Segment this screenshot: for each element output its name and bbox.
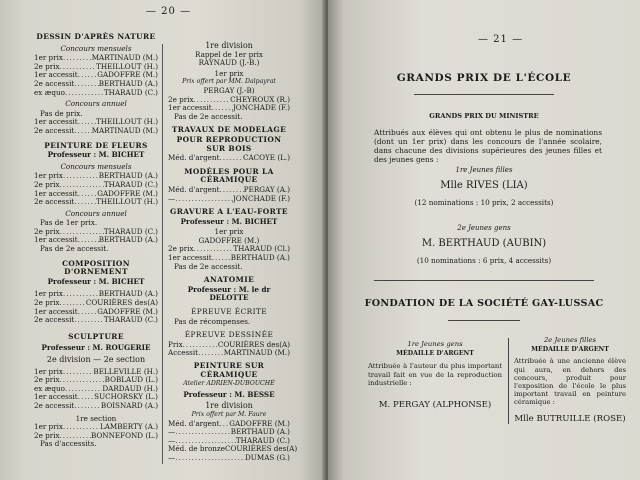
award-label: 1er prix [34,366,63,376]
dot-leader [74,316,104,325]
right-page [328,0,640,480]
winner-name: Mlle BUTRUILLE (ROSE) [514,413,626,424]
award-name: MARTINAUD (M.) [91,125,158,135]
award-name: DUMAS (G.) [245,452,290,462]
dot-leader [63,368,93,377]
award-name: MARTINAUD (M.) [91,53,158,63]
dot-leader [63,172,99,181]
award-name: JONCHADE (F.) [232,103,290,113]
prize-label: 1er prix [214,68,244,78]
dot-leader [74,127,91,136]
award-name: BELLEVILLE (H.) [93,366,158,376]
dot-leader [219,420,229,429]
award-list [168,96,290,113]
award-label: 1er prix [34,289,63,299]
award-label: — [168,452,176,462]
column-divider [162,44,163,464]
award-list [168,418,298,463]
award-label: 2e prix [34,375,60,385]
dot-leader [74,402,101,411]
dot-leader [78,190,98,199]
winner-detail: (10 nominations : 6 prix, 4 accessits) [416,256,552,265]
dot-leader [65,89,104,98]
award-name: THARAUD (C.) [103,179,158,189]
section-title: COMPOSITION D'ORNEMENT [62,258,130,277]
medal-label: MÉDAILLE D'ARGENT [396,350,474,358]
page-title: GRANDS PRIX DE L'ÉCOLE [396,72,572,84]
award-list [34,118,158,135]
section-title: DESSIN D'APRÈS NATURE [36,32,156,41]
award-label: 1er accessit [34,392,78,402]
award-name: THEILLOUT (H.) [96,117,158,127]
rule [414,94,554,95]
prize-name: GADOFFRE (M.) [198,235,260,245]
winner-name: Mlle RIVES (LIA) [440,180,528,191]
award-name: THARAUD (Cl.) [233,244,290,254]
dot-leader [219,154,243,163]
section-title: TRAVAUX DE MODELAGE [171,125,287,135]
award-label: 1er accessit [34,235,78,245]
subsection-label: Concours mensuels [60,161,132,171]
category-label: 1re Jeunes filles [455,166,513,174]
award-name: BERTHAUD (A.) [98,171,158,181]
award-row [34,402,158,411]
dot-leader [78,308,98,317]
award-name: BONNEFOND (L.) [90,430,158,440]
subtitle: GRANDS PRIX DU MINISTRE [429,112,539,120]
award-name: PERGAY (A.) [243,184,290,194]
rappel-label: Rappel de 1er prix [195,49,263,59]
division-label: 2e division — 2e section [46,355,146,364]
award-label: Accessit [168,348,199,358]
award-name: COURIÈRES des(A) [224,444,298,454]
award-row [168,154,290,163]
award-name: THEILLOUT (H.) [96,61,158,71]
award-label: — [168,193,176,203]
award-row [34,89,158,98]
award-list [34,172,158,206]
subsection-title: ÉPREUVE ÉCRITE [190,307,268,317]
award-row [34,198,158,207]
award-name: THARAUD (C.) [103,226,158,236]
award-name: BERTHAUD (A.) [98,235,158,245]
award-name: BERTHAUD (A.) [230,427,290,437]
note: Pas de 2e accessit. [174,111,243,121]
note: Pas de 2e accessit. [174,261,243,271]
section-title: MODÈLES POUR LA CÉRAMIQUE [184,166,274,185]
award-label: — [168,427,176,437]
award-name: GADOFFRE (M.) [97,188,158,198]
award-name: BOISNARD (A.) [100,400,158,410]
foundation-right-column [514,336,626,423]
award-row [168,454,290,463]
note: Pas d'accessits. [40,439,97,449]
medal-label: MÉDAILLE D'ARGENT [531,346,609,354]
award-list [168,245,290,262]
award-label: 2e prix [34,298,60,308]
professor: Professeur : M. BESSE [183,389,275,399]
category-label: 1re Jeunes gens [407,340,463,348]
award-label: ex æquo [34,87,65,97]
award-row [168,349,290,358]
award-label: 2e accessit [34,78,75,88]
award-label: 1er prix [34,422,63,432]
rule [374,280,594,281]
award-label: Méd. d'argent [168,153,220,163]
award-name: JONCHADE (F.) [232,193,290,203]
award-label: 1er accessit [168,103,212,113]
award-list [168,154,290,163]
award-label: 2e accessit [34,197,75,207]
award-name: MARTINAUD (M.) [223,348,290,358]
dot-leader [60,376,105,385]
professor: Professeur : M. BICHET [180,216,278,226]
award-list [34,228,158,245]
offered-by: Prix offert par M. Faure [191,410,267,418]
award-label: 1er accessit [34,117,78,127]
prize-name: PERGAY (J.-B) [203,85,255,95]
section-title-part: PEINTURE SUR [193,361,265,370]
award-list [34,368,158,411]
award-label: 1er accessit [34,70,78,80]
division-label: 1re division [205,401,253,411]
award-label: 1er accessit [34,306,78,316]
prize-label: 1er prix [214,227,244,237]
rappel-name: RAYNAUD (J.-B.) [198,58,260,68]
award-label: Méd. d'argent [168,184,220,194]
note: Pas de 2e accessit. [40,244,109,254]
award-name: CACOYE (L.) [242,153,290,163]
dot-leader [175,454,245,463]
section-title: GRAVURE A L'EAU-FORTE [170,207,288,217]
section-title: POUR REPRODUCTION SUR BOIS [176,134,282,153]
award-name: BERTHAUD (A.) [230,253,290,263]
award-list [34,423,158,440]
award-name: THARAUD (C.) [235,435,290,445]
intro-paragraph: Attribués aux élèves qui ont obtenu le plus de nominations (dont un 1er prix) dans les concours de l'année scolaire, dans chacune des divisions supérieures des jeunes filles et des jeunes gens : [374,128,602,164]
medal-description: Attribuée à l'auteur du plus important travail fait en vue de la reproduction industrielle : [368,362,502,387]
left-column [34,30,158,449]
award-name: LAMBERTY (A.) [99,422,158,432]
winner-name: M. PERGAY (ALPHONSE) [378,400,492,411]
subsection-title: ÉPREUVE DESSINÉE [184,330,274,340]
award-label: 2e prix [34,430,60,440]
dot-leader [78,393,94,402]
dot-leader [74,80,98,89]
award-name: COURIÈRES des(A) [217,339,290,349]
award-label: 2e accessit [34,125,75,135]
professor: Professeur : M. BICHET [47,150,145,160]
page-number: — 20 — [146,6,192,17]
award-label: 2e prix [168,244,194,254]
award-name: BERTHAUD (A.) [98,78,158,88]
award-name: THARAUD (C.) [103,87,158,97]
award-list [168,186,290,203]
division-label: 1re division [205,41,253,50]
dot-leader [63,54,92,63]
professor: Professeur : M. ROUGERIE [41,343,151,353]
note: Pas de prix. [40,108,83,118]
section-title-part: CÉRAMIQUE [200,369,258,379]
award-name: CHEYROUX (R.) [230,94,290,104]
award-name: GADOFFRE (M.) [97,306,158,316]
award-name: BOBLAUD (L.) [104,375,158,385]
column-divider [508,338,509,424]
winner-name: M. BERTHAUD (AUBIN) [421,238,547,249]
section-title: FONDATION DE LA SOCIÉTÉ GAY-LUSSAC [364,298,604,309]
right-column [168,41,298,463]
medal-description: Attribuée à une ancienne élève qui aura, en dehors des concours, produit pour l'exposition de l'école le plus important travail en peinture céramique : [514,357,626,407]
award-label: 2e accessit [34,400,75,410]
foundation-left-column [368,340,502,409]
page-number: — 21 — [478,34,524,45]
award-list [168,341,290,358]
dot-leader [78,71,98,80]
award-name: SUCHORSKY (L.) [94,392,158,402]
award-label: 1er accessit [168,253,212,263]
award-label: 1er prix [34,53,63,63]
award-label: 2e prix [34,179,60,189]
award-label: 2e accessit [34,315,75,325]
professor: Professeur : M. BICHET [47,276,145,286]
offered-by: Prix offert par MM. Dalpayrat [182,78,276,86]
award-label: 2e prix [168,94,194,104]
award-name: GADOFFRE (M.) [97,70,158,80]
subsection-label: Concours mensuels [60,43,132,53]
subsection-label: Concours annuel [65,208,127,218]
section-title: PEINTURE DE FLEURS [44,140,148,150]
award-label: — [168,435,176,445]
note: Pas de 1er prix. [40,218,98,228]
winner-detail: (12 nominations : 10 prix, 2 accessits) [414,198,554,207]
dot-leader [74,198,96,207]
section-title: SCULPTURE [68,331,124,341]
award-label: ex æquo [34,383,65,393]
category-label: 2e Jeunes gens [457,224,511,232]
dot-leader [198,349,224,358]
award-label: Méd. de bronze [168,444,225,454]
note: Pas de récompenses. [174,316,251,326]
dot-leader [175,428,231,437]
award-list [34,290,158,324]
award-row [34,127,158,136]
award-row [168,195,290,204]
award-label: 2e prix [34,226,60,236]
subsection-label: Concours annuel [65,99,127,109]
rule [448,320,520,321]
award-label: Prix [168,339,183,349]
award-name: DARDAUD (H.) [102,383,158,393]
award-label: Méd. d'argent [168,418,220,428]
atelier: Atelier ADRIEN-DUBOUCHÉ [183,380,275,388]
award-label: 1er accessit [34,188,78,198]
section-title [168,362,290,379]
award-name: THARAUD (C.) [103,315,158,325]
award-row [34,316,158,325]
award-name: THEILLOUT (H.) [96,197,158,207]
award-label: 2e prix [34,61,60,71]
award-name: BERTHAUD (A.) [98,289,158,299]
award-name: COURIÈRES des(A) [85,298,158,308]
section-title: ANATOMIE [203,275,255,285]
award-name: GADOFFRE (M.) [229,418,290,428]
award-list [34,54,158,97]
dot-leader [175,195,233,204]
professor: Professeur : M. le dr DELOTTE [187,284,271,303]
section-label: 1re section [75,413,117,423]
category-label: 2e Jeunes filles [543,336,597,344]
award-label: 1er prix [34,171,63,181]
